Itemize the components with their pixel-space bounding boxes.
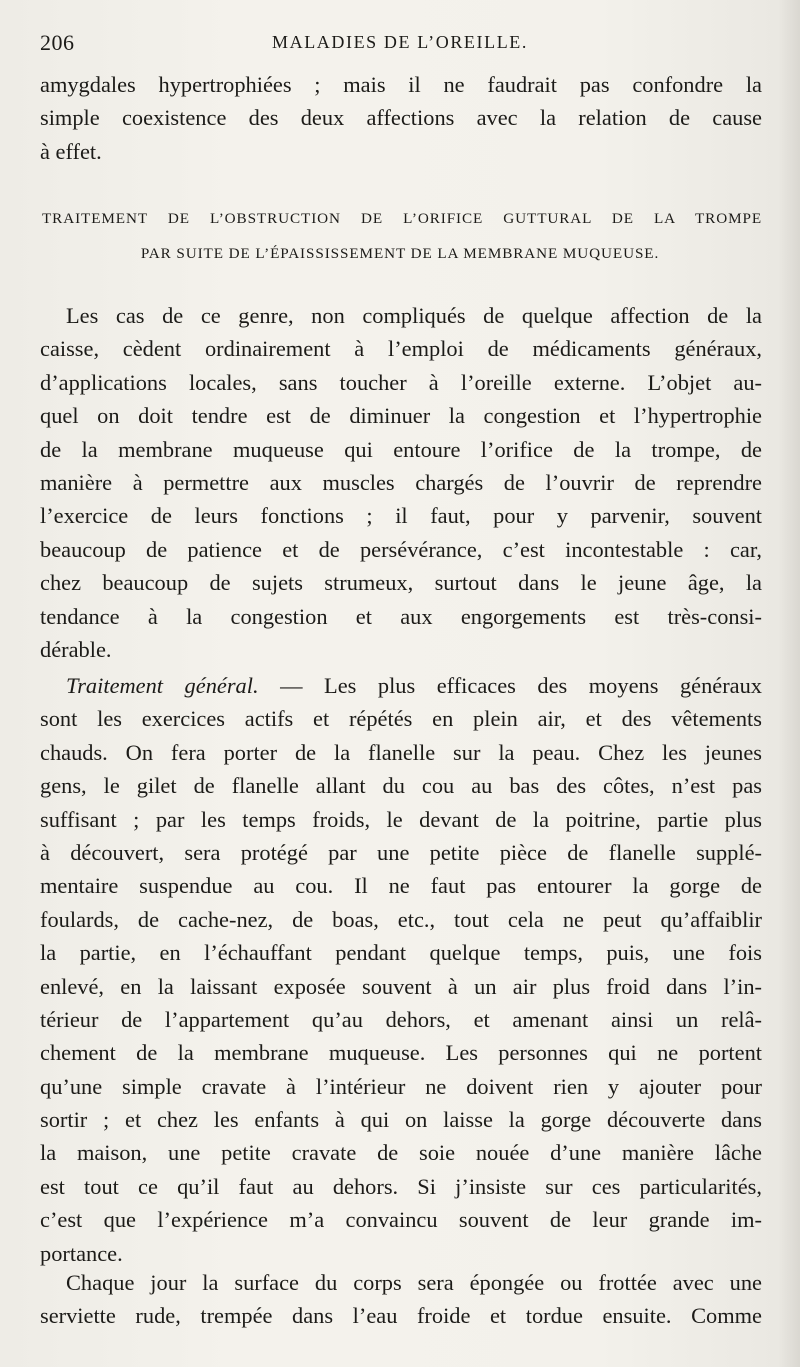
text-line: foulards, de cache-nez, de boas, etc., tout cela ne peut qu’affaiblir (40, 906, 762, 932)
binding-shadow (778, 0, 800, 1367)
text-line: d’applications locales, sans toucher à l’oreille externe. L’objet au- (40, 369, 762, 395)
text-line: qu’une simple cravate à l’intérieur ne doivent rien y ajouter pour (40, 1073, 762, 1099)
text-line: sont les exercices actifs et répétés en plein air, et des vêtements (40, 706, 762, 732)
text-line: de la membrane muqueuse qui entoure l’orifice de la trompe, de (40, 436, 762, 462)
text-line: quel on doit tendre est de diminuer la congestion et l’hypertrophie (40, 403, 762, 429)
paragraph-4 (40, 1266, 762, 1333)
text-line: est tout ce qu’il faut au dehors. Si j’insiste sur ces particularités, (40, 1173, 762, 1199)
text-line: la maison, une petite cravate de soie nouée d’une manière lâche (40, 1140, 762, 1166)
text-line: la partie, en l’échauffant pendant quelque temps, puis, une fois (40, 940, 762, 966)
text-line: beaucoup de patience et de persévérance, c’est incontestable : car, (40, 536, 762, 562)
text-line: Les cas de ce genre, non compliqués de quelque affection de la (66, 303, 762, 328)
paragraph-2 (40, 299, 762, 666)
text-line: caisse, cèdent ordinairement à l’emploi de médicaments généraux, (40, 336, 762, 362)
text-line: à effet. (40, 138, 102, 164)
text-line: à découvert, sera protégé par une petite pièce de flanelle supplé- (40, 839, 762, 865)
text-line: chement de la membrane muqueuse. Les personnes qui ne portent (40, 1040, 762, 1066)
text-line: simple coexistence des deux affections avec la relation de cause (40, 105, 762, 131)
text-line: mentaire suspendue au cou. Il ne faut pas entourer la gorge de (40, 873, 762, 899)
text-line: chauds. On fera porter de la flanelle sur la peau. Chez les jeunes (40, 739, 762, 765)
text-line: Chaque jour la surface du corps sera épongée ou frottée avec une (66, 1270, 762, 1295)
text-line: serviette rude, trempée dans l’eau froide et tordue ensuite. Comme (40, 1303, 762, 1329)
text-line: enlevé, en la laissant exposée souvent à un air plus froid dans l’in- (40, 973, 762, 999)
text-line: amygdales hypertrophiées ; mais il ne faudrait pas confondre la (40, 72, 762, 97)
running-head (40, 28, 760, 62)
paragraph-1 (40, 68, 762, 168)
text-line-lead (40, 669, 762, 702)
running-title: MALADIES DE L’OREILLE. (272, 32, 529, 52)
text-line: portance. (40, 1240, 123, 1266)
lead-line-rest: — Les plus efficaces des moyens généraux (258, 673, 762, 698)
text-line: c’est que l’expérience m’a convaincu souvent de leur grande im- (40, 1207, 762, 1233)
paragraph-3 (40, 669, 762, 1270)
text-line: gens, le gilet de flanelle allant du cou au bas des côtes, n’est pas (40, 773, 762, 799)
text-line: sortir ; et chez les enfants à qui on laisse la gorge découverte dans (40, 1107, 762, 1133)
text-line: chez beaucoup de sujets strumeux, surtout dans le jeune âge, la (40, 570, 762, 596)
text-line: tendance à la congestion et aux engorgements est très-consi- (40, 603, 762, 629)
section-heading-line-2: PAR SUITE DE L’ÉPAISSISSEMENT DE LA MEMBRANE MUQUEUSE. (140, 245, 660, 262)
italic-subheading: Traitement général. (66, 673, 259, 698)
text-line: l’exercice de leurs fonctions ; il faut, pour y parvenir, souvent (40, 503, 762, 529)
text-line: manière à permettre aux muscles chargés de l’ouvrir de reprendre (40, 469, 762, 495)
text-line: térieur de l’appartement qu’au dehors, et amenant ainsi un relâ- (40, 1006, 762, 1032)
section-heading-line-1: TRAITEMENT DE L’OBSTRUCTION DE L’ORIFICE GUTTURAL DE LA TROMPE (42, 210, 762, 227)
text-line: suffisant ; par les temps froids, le devant de la poitrine, partie plus (40, 806, 762, 832)
text-line: dérable. (40, 636, 112, 662)
page-number: 206 (40, 30, 75, 55)
